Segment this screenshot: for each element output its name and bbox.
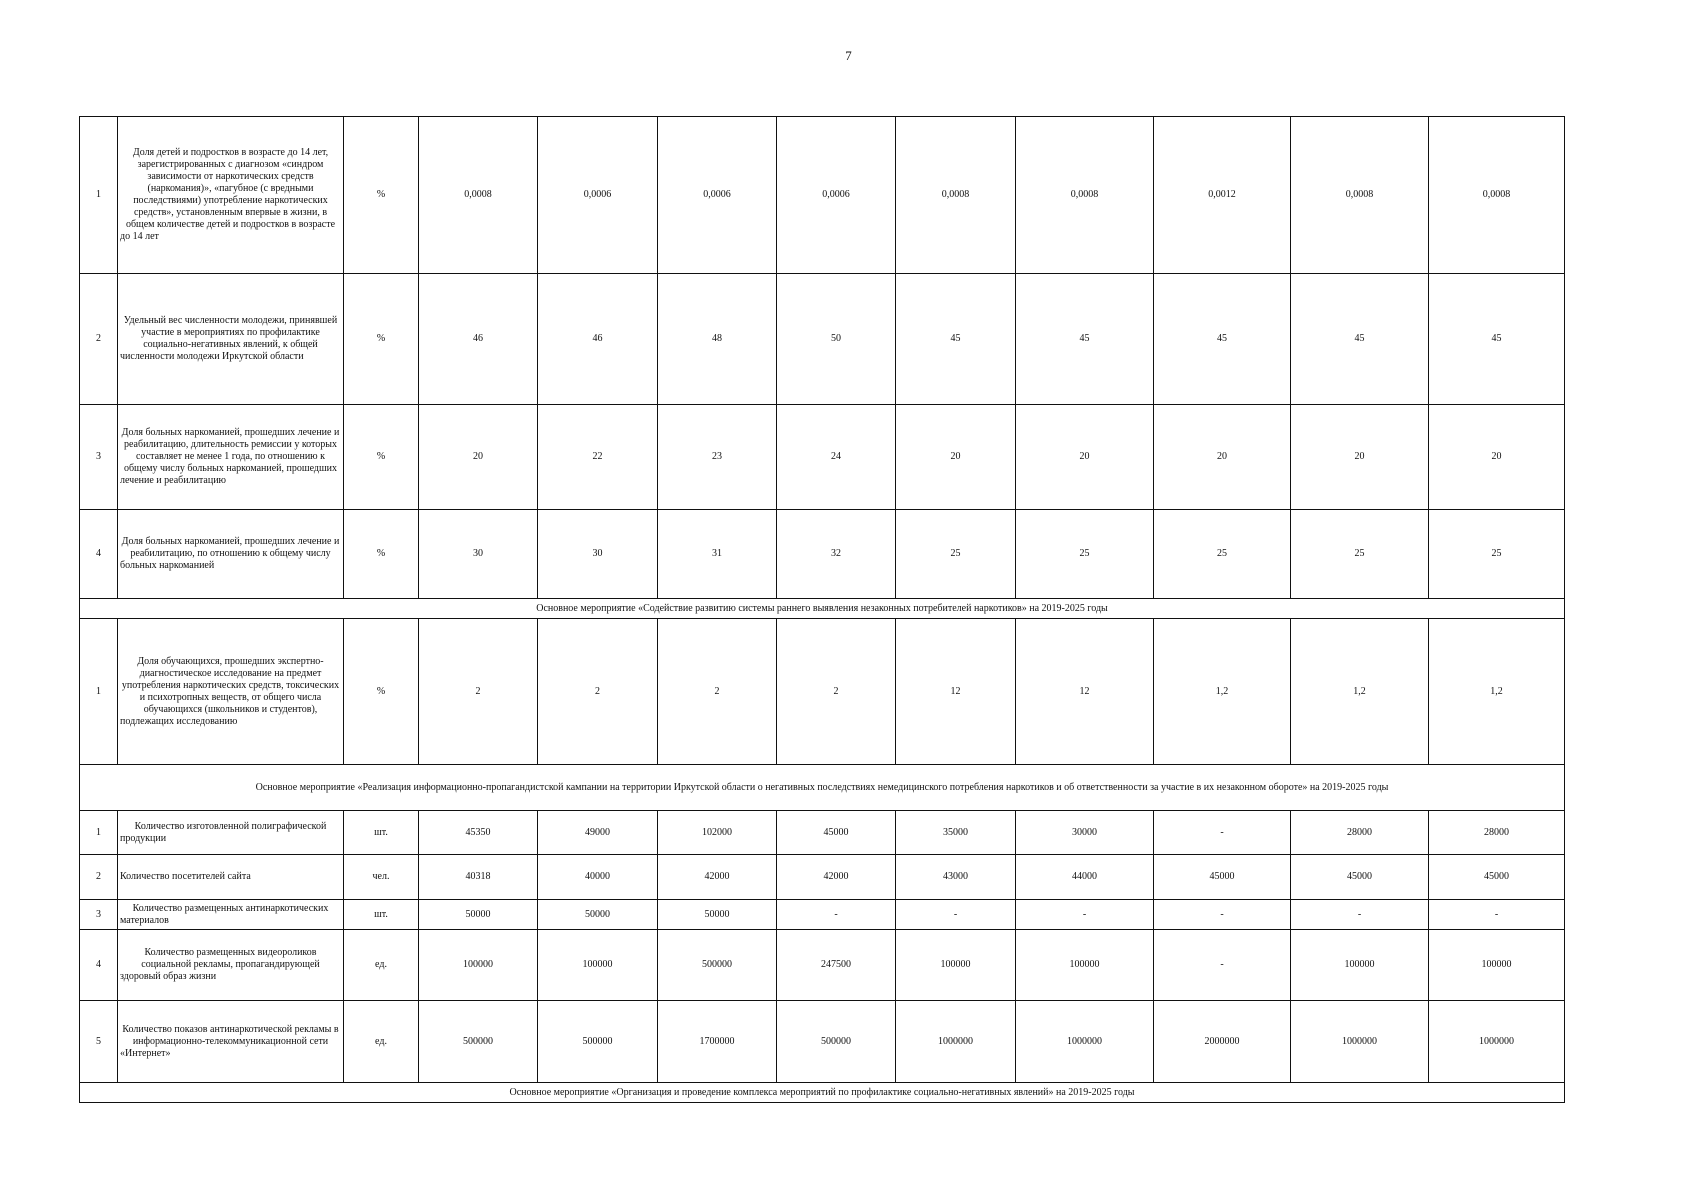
unit-cell: шт.	[344, 811, 419, 855]
value-cell: 1700000	[658, 1001, 777, 1083]
section-title: Основное мероприятие «Содействие развитию системы раннего выявления незаконных потребителей наркотиков» на 2019-2025 годы	[80, 599, 1565, 619]
value-cell: 2000000	[1154, 1001, 1291, 1083]
value-cell: 43000	[896, 855, 1016, 900]
section-row	[80, 765, 1565, 811]
unit-cell: %	[344, 117, 419, 274]
value-cell: 20	[896, 405, 1016, 510]
value-cell: 25	[1429, 510, 1565, 599]
value-cell: 32	[777, 510, 896, 599]
value-cell: -	[1154, 930, 1291, 1001]
value-cell: -	[896, 900, 1016, 930]
table-row	[80, 619, 1565, 765]
value-cell: 45000	[1429, 855, 1565, 900]
page-number: 7	[845, 48, 852, 63]
indicator-description: Доля больных наркоманией, прошедших лечение и реабилитацию, по отношению к общему числу больных наркоманией	[118, 510, 344, 599]
value-cell: 1000000	[1016, 1001, 1154, 1083]
value-cell: 0,0006	[777, 117, 896, 274]
value-cell: 23	[658, 405, 777, 510]
value-cell: 50000	[419, 900, 538, 930]
table-row	[80, 510, 1565, 599]
value-cell: 45000	[1154, 855, 1291, 900]
value-cell: 30000	[1016, 811, 1154, 855]
unit-cell: шт.	[344, 900, 419, 930]
value-cell: 24	[777, 405, 896, 510]
row-number: 4	[80, 930, 118, 1001]
value-cell: 100000	[1291, 930, 1429, 1001]
value-cell: 0,0008	[1016, 117, 1154, 274]
value-cell: 44000	[1016, 855, 1154, 900]
value-cell: 45	[1154, 274, 1291, 405]
value-cell: 20	[1016, 405, 1154, 510]
value-cell: 247500	[777, 930, 896, 1001]
value-cell: 45000	[777, 811, 896, 855]
value-cell: 102000	[658, 811, 777, 855]
value-cell: 1,2	[1154, 619, 1291, 765]
value-cell: 50	[777, 274, 896, 405]
table-row	[80, 811, 1565, 855]
row-number: 4	[80, 510, 118, 599]
table-row	[80, 855, 1565, 900]
indicator-description: Количество показов антинаркотической рекламы в информационно-телекоммуникационной сети «Интернет»	[118, 1001, 344, 1083]
row-number: 2	[80, 855, 118, 900]
value-cell: -	[1429, 900, 1565, 930]
indicator-description: Количество изготовленной полиграфической продукции	[118, 811, 344, 855]
value-cell: 0,0006	[658, 117, 777, 274]
value-cell: 45350	[419, 811, 538, 855]
value-cell: -	[1154, 900, 1291, 930]
value-cell: 35000	[896, 811, 1016, 855]
value-cell: 500000	[538, 1001, 658, 1083]
unit-cell: %	[344, 274, 419, 405]
value-cell: 500000	[419, 1001, 538, 1083]
value-cell: 100000	[1016, 930, 1154, 1001]
section-title: Основное мероприятие «Реализация информационно-пропагандистской кампании на территории Иркутской области о негативных последствиях немедицинского потребления наркотиков и об ответственности за участие в их незаконном обороте» на 2019-2025 годы	[80, 765, 1565, 811]
value-cell: 12	[896, 619, 1016, 765]
value-cell: 12	[1016, 619, 1154, 765]
value-cell: 42000	[658, 855, 777, 900]
value-cell: 0,0008	[896, 117, 1016, 274]
value-cell: 30	[538, 510, 658, 599]
value-cell: -	[1154, 811, 1291, 855]
value-cell: 2	[538, 619, 658, 765]
table-row	[80, 1001, 1565, 1083]
section-row	[80, 1083, 1565, 1103]
value-cell: 45	[1429, 274, 1565, 405]
indicators-table	[79, 116, 1565, 1103]
unit-cell: %	[344, 405, 419, 510]
table-row	[80, 274, 1565, 405]
value-cell: 1000000	[896, 1001, 1016, 1083]
value-cell: 25	[896, 510, 1016, 599]
value-cell: 20	[1154, 405, 1291, 510]
value-cell: 22	[538, 405, 658, 510]
value-cell: 40000	[538, 855, 658, 900]
indicator-description: Удельный вес численности молодежи, принявшей участие в мероприятиях по профилактике социально-негативных явлений, к общей численности молодежи Иркутской области	[118, 274, 344, 405]
value-cell: 50000	[658, 900, 777, 930]
value-cell: 1000000	[1291, 1001, 1429, 1083]
section-row	[80, 599, 1565, 619]
value-cell: 28000	[1429, 811, 1565, 855]
value-cell: 1000000	[1429, 1001, 1565, 1083]
value-cell: 1,2	[1291, 619, 1429, 765]
table-row	[80, 117, 1565, 274]
indicator-description: Количество посетителей сайта	[118, 855, 344, 900]
value-cell: -	[777, 900, 896, 930]
value-cell: 28000	[1291, 811, 1429, 855]
value-cell: 48	[658, 274, 777, 405]
row-number: 1	[80, 811, 118, 855]
unit-cell: чел.	[344, 855, 419, 900]
value-cell: 100000	[1429, 930, 1565, 1001]
value-cell: 0,0008	[1429, 117, 1565, 274]
value-cell: 25	[1016, 510, 1154, 599]
value-cell: -	[1291, 900, 1429, 930]
unit-cell: ед.	[344, 1001, 419, 1083]
value-cell: 20	[1291, 405, 1429, 510]
indicator-description: Доля обучающихся, прошедших экспертно-диагностическое исследование на предмет употребления наркотических средств, токсических и психотропных веществ, от общего числа обучающихся (школьников и студентов), подлежащих исследованию	[118, 619, 344, 765]
value-cell: 0,0006	[538, 117, 658, 274]
value-cell: 0,0012	[1154, 117, 1291, 274]
value-cell: 45	[896, 274, 1016, 405]
row-number: 5	[80, 1001, 118, 1083]
value-cell: 2	[419, 619, 538, 765]
indicator-description: Количество размещенных видеороликов социальной рекламы, пропагандирующей здоровый образ жизни	[118, 930, 344, 1001]
value-cell: 0,0008	[1291, 117, 1429, 274]
value-cell: 20	[1429, 405, 1565, 510]
value-cell: 1,2	[1429, 619, 1565, 765]
unit-cell: %	[344, 510, 419, 599]
row-number: 3	[80, 900, 118, 930]
row-number: 2	[80, 274, 118, 405]
value-cell: 20	[419, 405, 538, 510]
value-cell: 25	[1154, 510, 1291, 599]
value-cell: -	[1016, 900, 1154, 930]
value-cell: 2	[777, 619, 896, 765]
value-cell: 49000	[538, 811, 658, 855]
value-cell: 500000	[658, 930, 777, 1001]
value-cell: 42000	[777, 855, 896, 900]
row-number: 1	[80, 619, 118, 765]
indicator-description: Доля детей и подростков в возрасте до 14 лет, зарегистрированных с диагнозом «синдром зависимости от наркотических средств (наркомания)», «пагубное (с вредными последствиями) употребление наркотических средств», установленным впервые в жизни, в общем количестве детей и подростков в возрасте до 14 лет	[118, 117, 344, 274]
table-row	[80, 900, 1565, 930]
unit-cell: %	[344, 619, 419, 765]
row-number: 3	[80, 405, 118, 510]
value-cell: 45	[1016, 274, 1154, 405]
value-cell: 50000	[538, 900, 658, 930]
value-cell: 46	[419, 274, 538, 405]
indicator-description: Количество размещенных антинаркотических материалов	[118, 900, 344, 930]
value-cell: 30	[419, 510, 538, 599]
value-cell: 2	[658, 619, 777, 765]
value-cell: 500000	[777, 1001, 896, 1083]
value-cell: 45	[1291, 274, 1429, 405]
value-cell: 45000	[1291, 855, 1429, 900]
indicator-description: Доля больных наркоманией, прошедших лечение и реабилитацию, длительность ремиссии у которых составляет не менее 1 года, по отношению к общему числу больных наркоманией, прошедших лечение и реабилитацию	[118, 405, 344, 510]
value-cell: 100000	[896, 930, 1016, 1001]
value-cell: 46	[538, 274, 658, 405]
row-number: 1	[80, 117, 118, 274]
value-cell: 31	[658, 510, 777, 599]
table-row	[80, 930, 1565, 1001]
unit-cell: ед.	[344, 930, 419, 1001]
section-title: Основное мероприятие «Организация и проведение комплекса мероприятий по профилактике социально-негативных явлений» на 2019-2025 годы	[80, 1083, 1565, 1103]
value-cell: 100000	[538, 930, 658, 1001]
value-cell: 40318	[419, 855, 538, 900]
value-cell: 100000	[419, 930, 538, 1001]
value-cell: 25	[1291, 510, 1429, 599]
table-row	[80, 405, 1565, 510]
value-cell: 0,0008	[419, 117, 538, 274]
